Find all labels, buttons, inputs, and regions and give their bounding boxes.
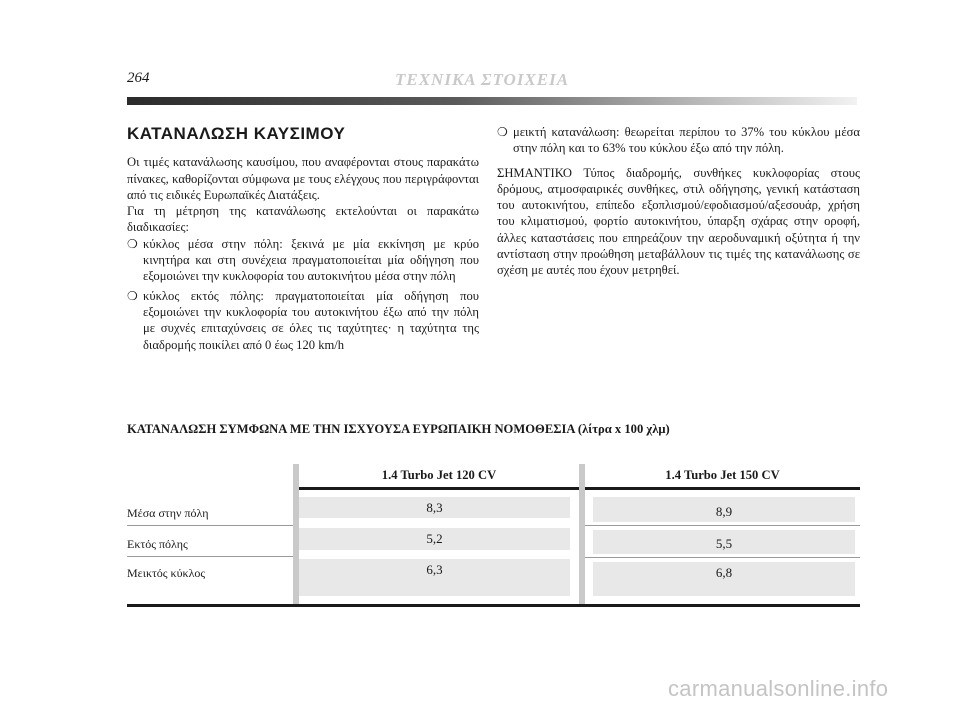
right-column (497, 124, 860, 279)
bullet-text: μεικτή κατανάλωση: θεωρείται περίπου το 37% του κύκλου μέσα στην πόλη και το 63% του κύκλου έξω από την πόλη. (513, 125, 860, 156)
row-label-urban: Μέσα στην πόλη (127, 506, 209, 520)
row-divider (127, 556, 293, 557)
table-bottom-rule (127, 604, 860, 607)
header-rule (127, 97, 857, 105)
cell-value: 8,3 (426, 500, 443, 515)
important-note: ΣΗΜΑΝΤΙΚΟ Τύπος διαδρομής, συνθήκες κυκλοφορίας στους δρόμους, ατμοσφαιρικές συνθήκες, στιλ οδήγησης, γενική κατάσταση του αυτοκινήτου, επίπεδο εξοπλισμού/εφοδιασμού/αξεσουάρ, χρήση του κλιματισμού, φορτίο αυτοκινήτου, ύπαρξη σχάρας στην οροφή, άλλες καταστάσεις που επηρεάζουν την αεροδυναμική οξύτητα ή την αντίσταση στην προώθηση μεταβάλλουν τις τιμές της κατανάλωσης σε σχέση με αυτές που έχουν μετρηθεί. (497, 165, 860, 278)
column-header-120cv: 1.4 Turbo Jet 120 CV (381, 468, 497, 482)
page-number: 264 (127, 70, 150, 86)
bullet-item-urban (127, 236, 479, 285)
procedure-paragraph: Για τη μέτρηση της κατανάλωσης εκτελούνται οι παρακάτω διαδικασίες: (127, 204, 479, 235)
cell-value: 6,8 (715, 565, 733, 580)
cell-value: 8,9 (715, 504, 733, 519)
bullet-item-extra-urban (127, 288, 479, 353)
bullet-text: κύκλος μέσα στην πόλη: ξεκινά με μία εκκίνηση με κρύο κινητήρα και στη συνέχεια πραγματοποιείται μία οδήγηση που εξομοιώνει την κυκλοφορία του αυτοκινήτου μέσα στην πόλη (143, 236, 479, 284)
bullet-text: κύκλος εκτός πόλης: πραγματοποιείται μία οδήγηση που εξομοιώνει την κυκλοφορία του αυτοκινήτου έξω από την πόλη με συχνές επιταχύνσεις σε όλες τις ταχύτητες· η ταχύτητα της διαδρομής ποικίλει από 0 έως 120 km/h (143, 288, 479, 352)
cell-value: 5,2 (426, 531, 443, 546)
consumption-table (127, 464, 860, 608)
section-title: ΚΑΤΑΝΑΛΩΣΗ ΚΑΥΣΙΜΟΥ (127, 124, 346, 143)
running-head: ΤΕΧΝΙΚΑ ΣΤΟΙΧΕΙΑ (395, 70, 570, 89)
cell-value: 5,5 (715, 536, 733, 551)
row-divider (127, 525, 293, 526)
header-rule-left (299, 487, 579, 490)
cell-value: 6,3 (426, 562, 443, 577)
column-separator (579, 464, 585, 606)
intro-paragraph: Οι τιμές κατανάλωσης καυσίμου, που αναφέρονται στους παρακάτω πίνακες, καθορίζονται σύμφωνα με τους ελέγχους που περιγράφονται από τις ειδικές Ευρωπαϊκές Διατάξεις. (127, 155, 479, 202)
bullet-icon: ❍ (127, 236, 138, 251)
header-rule-right (585, 487, 860, 490)
row-divider (585, 525, 860, 526)
column-header-150cv: 1.4 Turbo Jet 150 CV (665, 468, 780, 482)
bullet-icon: ❍ (127, 288, 138, 303)
bullet-item-combined (497, 124, 860, 157)
watermark: carmanualsonline.info (668, 676, 889, 701)
row-label-combined: Μεικτός κύκλος (127, 566, 206, 580)
spacer (497, 157, 860, 165)
table-caption: ΚΑΤΑΝΑΛΩΣΗ ΣΥΜΦΩΝΑ ΜΕ ΤΗΝ ΙΣΧΥΟΥΣΑ ΕΥΡΩΠΑΙΚΗ ΝΟΜΟΘΕΣΙΑ (λίτρα x 100 χλμ) (127, 422, 670, 436)
left-column (127, 124, 479, 353)
row-label-extra-urban: Εκτός πόλης (127, 537, 188, 551)
row-divider (585, 557, 860, 558)
bullet-icon: ❍ (497, 125, 508, 139)
